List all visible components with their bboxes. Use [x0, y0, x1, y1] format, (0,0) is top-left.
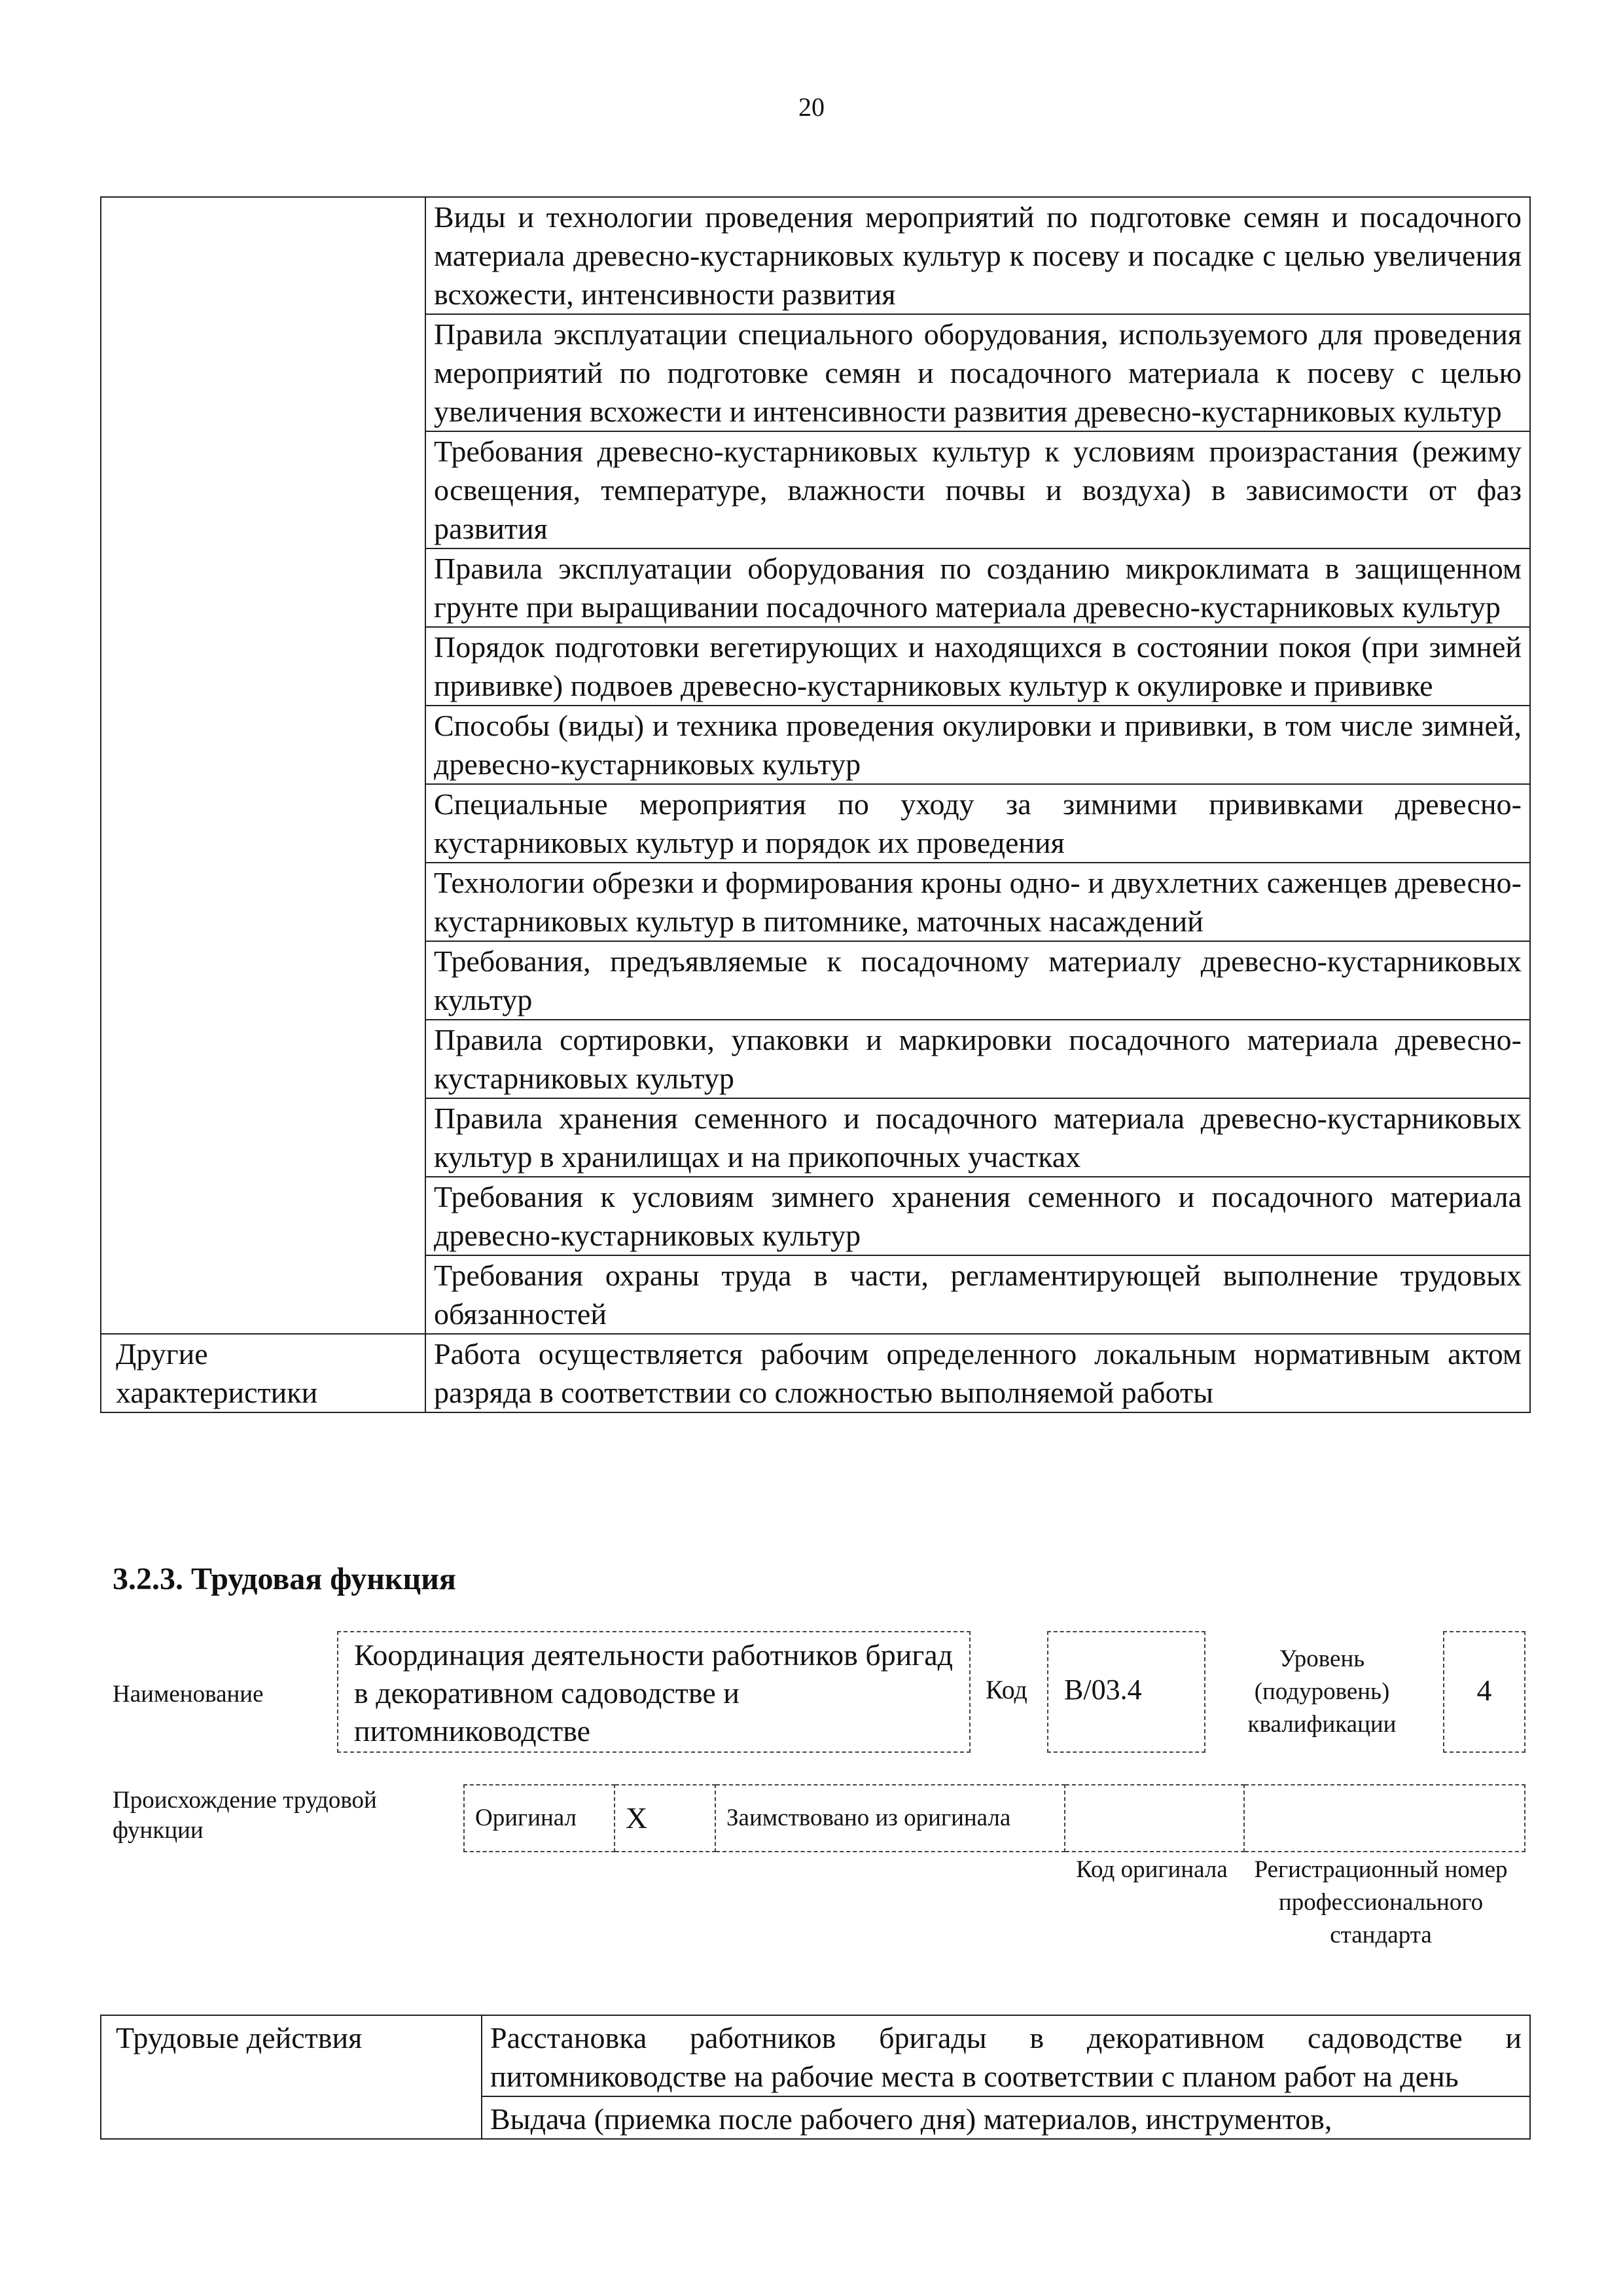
knowledge-item: Правила эксплуатации оборудования по созданию микроклимата в защищенном грунте при выращивании посадочного материала древесно-кустарниковых культур	[425, 548, 1530, 627]
action-item: Выдача (приемка после рабочего дня) материалов, инструментов,	[482, 2096, 1530, 2139]
knowledge-item: Технологии обрезки и формирования кроны одно- и двухлетних саженцев древесно-кустарниковых культур в питомнике, маточных насаждений	[425, 863, 1530, 941]
knowledge-item: Требования, предъявляемые к посадочному материалу древесно-кустарниковых культур	[425, 941, 1530, 1020]
level-label: Уровень (подуровень) квалификации	[1247, 1645, 1397, 1738]
other-text: Работа осуществляется рабочим определенного локальным нормативным актом разряда в соответствии со сложностью выполняемой работы	[425, 1334, 1530, 1412]
knowledge-item: Требования к условиям зимнего хранения семенного и посадочного материала древесно-кустарниковых культур	[425, 1177, 1530, 1255]
reg-number-cell	[1244, 1785, 1525, 1852]
knowledge-table-body	[101, 197, 1530, 1412]
other-row	[101, 1334, 1530, 1412]
section-title: 3.2.3. Трудовая функция	[113, 1562, 456, 1596]
origin-table	[463, 1784, 1525, 1852]
knowledge-item: Требования древесно-кустарниковых культур к условиям произрастания (режиму освещения, температуре, влажности почвы и воздуха) в зависимости от фаз развития	[425, 431, 1530, 548]
knowledge-label-cell	[101, 197, 425, 1334]
original-cell	[464, 1785, 615, 1852]
knowledge-item: Виды и технологии проведения мероприятий по подготовке семян и посадочного материала древесно-кустарниковых культур к посеву и посадке с целью увеличения всхожести, интенсивности развития	[425, 197, 1530, 314]
knowledge-item: Правила хранения семенного и посадочного материала древесно-кустарниковых культур в хранилищах и на прикопочных участках	[425, 1098, 1530, 1177]
code-label: Код	[986, 1675, 1027, 1704]
table-row	[101, 2015, 1530, 2096]
origin-label: Происхождение трудовой функции	[113, 1787, 377, 1844]
original-label: Оригинал	[475, 1804, 577, 1831]
knowledge-item: Порядок подготовки вегетирующих и находящихся в состоянии покоя (при зимней прививке) подвоев древесно-кустарниковых культур к окулировке и прививке	[425, 627, 1530, 706]
name-label: Наименование	[113, 1681, 264, 1708]
knowledge-table	[100, 196, 1531, 1413]
code-original-label: Код оригинала	[1076, 1856, 1228, 1883]
knowledge-item: Специальные мероприятия по уходу за зимними прививками древесно-кустарниковых культур и порядок их проведения	[425, 784, 1530, 863]
reg-number-label: Регистрационный номер профессионального стандарта	[1254, 1856, 1508, 1948]
other-label: Другие характеристики	[101, 1334, 425, 1412]
original-mark: X	[615, 1785, 715, 1852]
actions-label: Трудовые действия	[101, 2015, 482, 2139]
code-value-box: В/03.4	[1047, 1631, 1205, 1753]
function-name-box: Координация деятельности работников бригад в декоративном садоводстве и питомниководстве	[337, 1631, 971, 1753]
knowledge-item: Правила сортировки, упаковки и маркировки посадочного материала древесно-кустарниковых культур	[425, 1020, 1530, 1098]
borrowed-label: Заимствовано из оригинала	[715, 1785, 1065, 1852]
knowledge-item: Правила эксплуатации специального оборудования, используемого для проведения мероприятий по подготовке семян и посадочного материала к посеву с целью увеличения всхожести и интенсивности развития древесно-кустарниковых культур	[425, 314, 1530, 431]
table-row	[101, 197, 1530, 314]
actions-table	[100, 2015, 1531, 2140]
action-item: Расстановка работников бригады в декоративном садоводстве и питомниководстве на рабочие места в соответствии с планом работ на день	[482, 2015, 1530, 2096]
actions-table-body	[101, 2015, 1530, 2139]
knowledge-item: Способы (виды) и техника проведения окулировки и прививки, в том числе зимней, древесно-кустарниковых культур	[425, 706, 1530, 784]
code-original-cell	[1065, 1785, 1244, 1852]
knowledge-item: Требования охраны труда в части, регламентирующей выполнение трудовых обязанностей	[425, 1255, 1530, 1334]
page-number: 20	[798, 92, 825, 122]
level-value-box: 4	[1443, 1631, 1525, 1753]
